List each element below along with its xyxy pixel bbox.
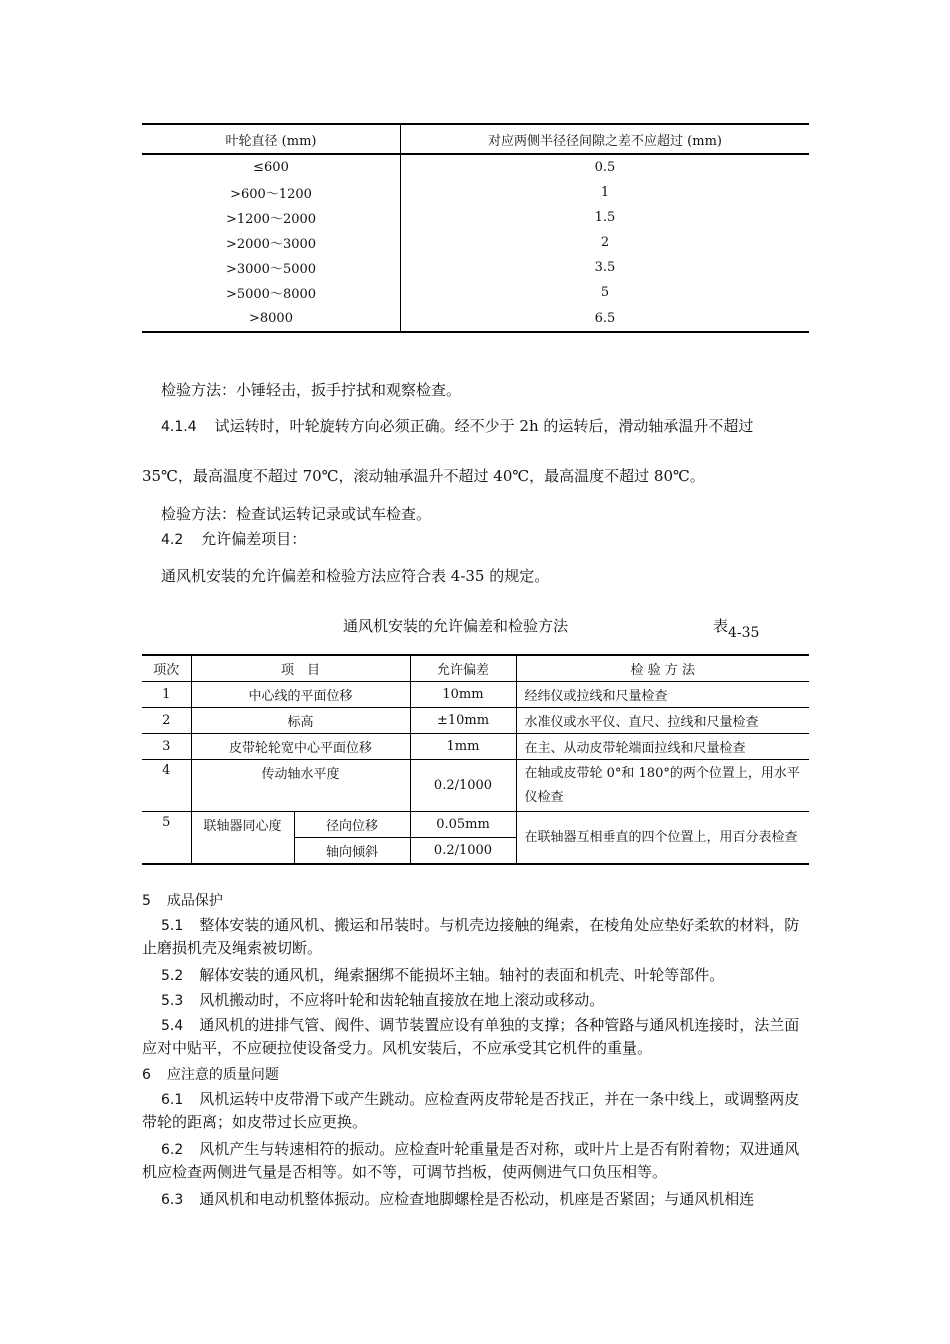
row-no: 2	[142, 708, 191, 734]
table-row	[142, 760, 809, 812]
clause-number: 5.1	[161, 918, 184, 934]
table1-cell: 5	[600, 285, 610, 300]
clause-5-2	[161, 964, 829, 987]
header-tolerance: 允许偏差	[410, 655, 516, 682]
clause-text: 风机运转中皮带滑下或产生跳动。应检查两皮带轮是否找正，并在一条中线上，或调整两皮带轮的距离；如皮带过长应更换。	[142, 1090, 800, 1131]
clause-5-3	[161, 989, 829, 1012]
row-subitem: 轴向倾斜	[294, 838, 410, 865]
clause-6-1	[142, 1088, 810, 1133]
header-item: 项 目	[191, 655, 410, 682]
section-title: 应注意的质量问题	[166, 1067, 279, 1083]
table1-cell: 1	[600, 185, 610, 200]
table1-header-difference: 对应两侧半径径间隙之差不应超过 (mm)	[401, 124, 810, 154]
table-row	[142, 708, 809, 734]
row-tolerance: 10mm	[410, 682, 516, 708]
clause-6-2	[142, 1138, 810, 1183]
row-method: 在轴或皮带轮 0°和 180°的两个位置上，用水平仪检查	[516, 760, 809, 812]
table1-cell: 2	[600, 235, 610, 250]
row-tolerance: ±10mm	[410, 708, 516, 734]
table-row	[142, 154, 809, 180]
clause-6-3	[161, 1188, 829, 1211]
table-header-row	[142, 655, 809, 682]
table1-cell: >1200～2000	[142, 205, 401, 230]
table-row	[142, 280, 809, 305]
row-method: 经纬仪或拉线和尺量检查	[516, 682, 809, 708]
clause-number: 6.2	[161, 1142, 184, 1158]
clause-5-1	[142, 914, 810, 959]
table1-cell: 1.5	[594, 210, 616, 225]
row-method: 水准仪或水平仪、直尺、拉线和尺量检查	[516, 708, 809, 734]
table-row	[142, 230, 809, 255]
table1-cell: >8000	[142, 305, 401, 332]
clause-text: 解体安装的通风机，绳索捆绑不能损坏主轴。轴衬的表面和机壳、叶轮等部件。	[199, 966, 725, 984]
table-number: 4-35	[728, 625, 760, 641]
row-item: 联轴器同心度	[191, 812, 294, 865]
table1-cell: 0.5	[594, 160, 616, 175]
row-tolerance: 0.2/1000	[410, 760, 516, 812]
table-row	[142, 682, 809, 708]
section-number: 6	[142, 1067, 151, 1083]
table-row	[142, 255, 809, 280]
clause-text: 风机产生与转速相符的振动。应检查叶轮重量是否对称，或叶片上是否有附着物；双进通风机应检查两侧进气量是否相等。如不等，可调节挡板，使两侧进气口负压相等。	[142, 1140, 800, 1181]
table1-cell: >5000～8000	[142, 280, 401, 305]
check-method-2: 检验方法：检查试运转记录或试车检查。	[161, 505, 432, 523]
table-row	[142, 180, 809, 205]
header-method: 检 验 方 法	[516, 655, 809, 682]
clause-number: 5.4	[161, 1018, 184, 1034]
clause-number: 4.1.4	[161, 419, 197, 435]
check-method-1: 检验方法：小锤轻击，扳手拧拭和观察检查。	[161, 381, 462, 399]
row-method: 在主、从动皮带轮端面拉线和尺量检查	[516, 734, 809, 760]
clause-text: 允许偏差项目：	[201, 530, 307, 548]
clause-text: 通风机的进排气管、阀件、调节装置应设有单独的支撑；各种管路与通风机连接时，法兰面应对中贴平，不应硬拉使设备受力。风机安装后，不应承受其它机件的重量。	[142, 1016, 800, 1057]
clause-number: 6.3	[161, 1192, 184, 1208]
table-intro: 通风机安装的允许偏差和检验方法应符合表 4-35 的规定。	[161, 567, 550, 585]
table1-cell: >3000～5000	[142, 255, 401, 280]
row-no: 1	[142, 682, 191, 708]
clause-text: 通风机和电动机整体振动。应检查地脚螺栓是否松动，机座是否紧固；与通风机相连	[199, 1190, 755, 1208]
table1-cell: >2000～3000	[142, 230, 401, 255]
row-item: 皮带轮轮宽中心平面位移	[191, 734, 410, 760]
row-subitem: 径向位移	[294, 812, 410, 838]
impeller-clearance-table	[142, 123, 809, 333]
row-tolerance: 0.2/1000	[410, 838, 516, 865]
table2-caption: 通风机安装的允许偏差和检验方法	[343, 617, 569, 635]
table1-cell: >600～1200	[142, 180, 401, 205]
section-number: 5	[142, 893, 151, 909]
table1-header-diameter: 叶轮直径 (mm)	[142, 124, 401, 154]
row-item: 标高	[191, 708, 410, 734]
clause-4-1-4-continued: 35℃，最高温度不超过 70℃，滚动轴承温升不超过 40℃，最高温度不超过 80℃。	[142, 467, 705, 485]
table-row	[142, 812, 809, 838]
section-6-title	[142, 1063, 810, 1086]
clause-number: 5.3	[161, 993, 184, 1009]
row-item: 传动轴水平度	[191, 760, 410, 812]
row-item: 中心线的平面位移	[191, 682, 410, 708]
table-row	[142, 734, 809, 760]
row-tolerance: 1mm	[410, 734, 516, 760]
row-no: 4	[142, 760, 191, 812]
clause-number: 5.2	[161, 968, 184, 984]
row-tolerance: 0.05mm	[410, 812, 516, 838]
section-title: 成品保护	[166, 893, 223, 909]
row-no: 3	[142, 734, 191, 760]
fan-tolerance-table	[142, 654, 809, 865]
section-5-title	[142, 889, 810, 912]
row-method: 在联轴器互相垂直的四个位置上，用百分表检查	[516, 812, 809, 865]
table1-cell: ≤600	[142, 154, 401, 180]
table-row	[142, 305, 809, 332]
clause-text: 风机搬动时，不应将叶轮和齿轮轴直接放在地上滚动或移动。	[199, 991, 605, 1009]
table-row	[142, 205, 809, 230]
clause-text: 整体安装的通风机、搬运和吊装时。与机壳边接触的绳索，在棱角处应垫好柔软的材料，防止磨损机壳及绳索被切断。	[142, 916, 800, 957]
table-label: 表	[713, 617, 729, 635]
table1-cell: 3.5	[594, 260, 616, 275]
clause-4-1-4	[161, 415, 829, 438]
header-no: 项次	[142, 655, 191, 682]
row-no: 5	[142, 812, 191, 865]
table1-cell: 6.5	[401, 305, 810, 332]
clause-5-4	[142, 1014, 810, 1059]
table2-caption-label	[713, 615, 760, 641]
clause-4-2	[161, 528, 829, 551]
clause-text: 试运转时，叶轮旋转方向必须正确。经不少于 2h 的运转后，滑动轴承温升不超过	[214, 417, 754, 435]
clause-number: 6.1	[161, 1092, 184, 1108]
clause-number: 4.2	[161, 532, 184, 548]
